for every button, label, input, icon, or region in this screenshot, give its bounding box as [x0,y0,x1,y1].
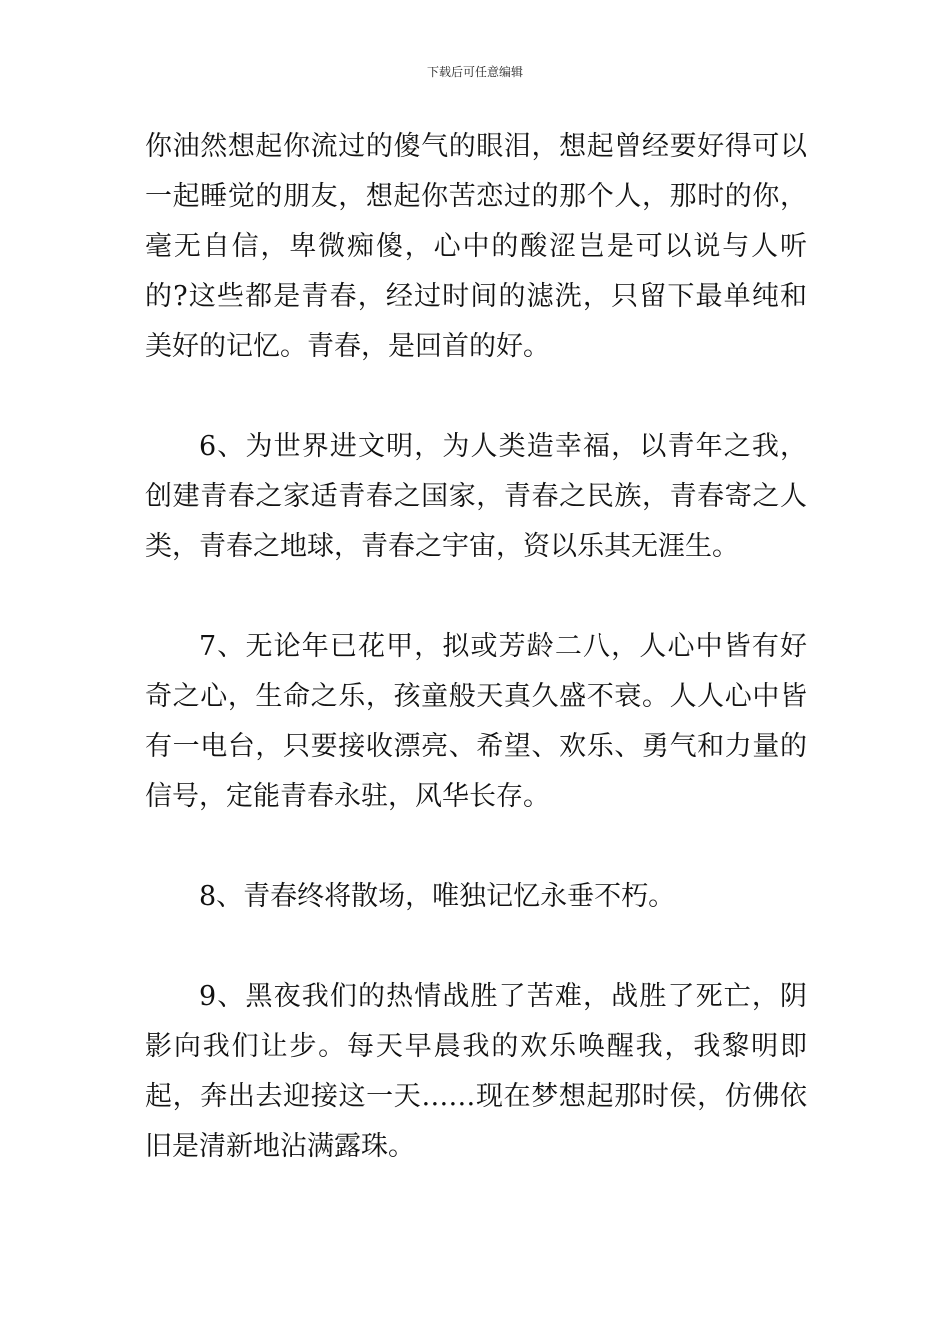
paragraph-item-6: 6、为世界进文明，为人类造幸福，以青年之我，创建青春之家适青春之国家，青春之民族，青春寄之人类，青春之地球，青春之宇宙，资以乐其无涯生。 [145,431,807,562]
document-body [145,122,807,1172]
paragraph-item-9: 9、黑夜我们的热情战胜了苦难，战胜了死亡，阴影向我们让步。每天早晨我的欢乐唤醒我，我黎明即起，奔出去迎接这一天……现在梦想起那时侯，仿佛依旧是清新地沾满露珠。 [145,981,807,1162]
page-header-note: 下载后可任意编辑 [426,65,523,79]
paragraph-item-8: 8、青春终将散场，唯独记忆永垂不朽。 [199,881,676,912]
paragraph-item-7: 7、无论年已花甲，拟或芳龄二八，人心中皆有好奇之心，生命之乐，孩童般天真久盛不衰。人人心中皆有一电台，只要接收漂亮、希望、欢乐、勇气和力量的信号，定能青春永驻，风华长存。 [145,631,807,812]
paragraph-continued: 你油然想起你流过的傻气的眼泪，想起曾经要好得可以一起睡觉的朋友，想起你苦恋过的那个人，那时的你，毫无自信，卑微痴傻，心中的酸涩岂是可以说与人听的?这些都是青春，经过时间的滤洗，只留下最单纯和美好的记忆。青春，是回首的好。 [145,131,807,362]
